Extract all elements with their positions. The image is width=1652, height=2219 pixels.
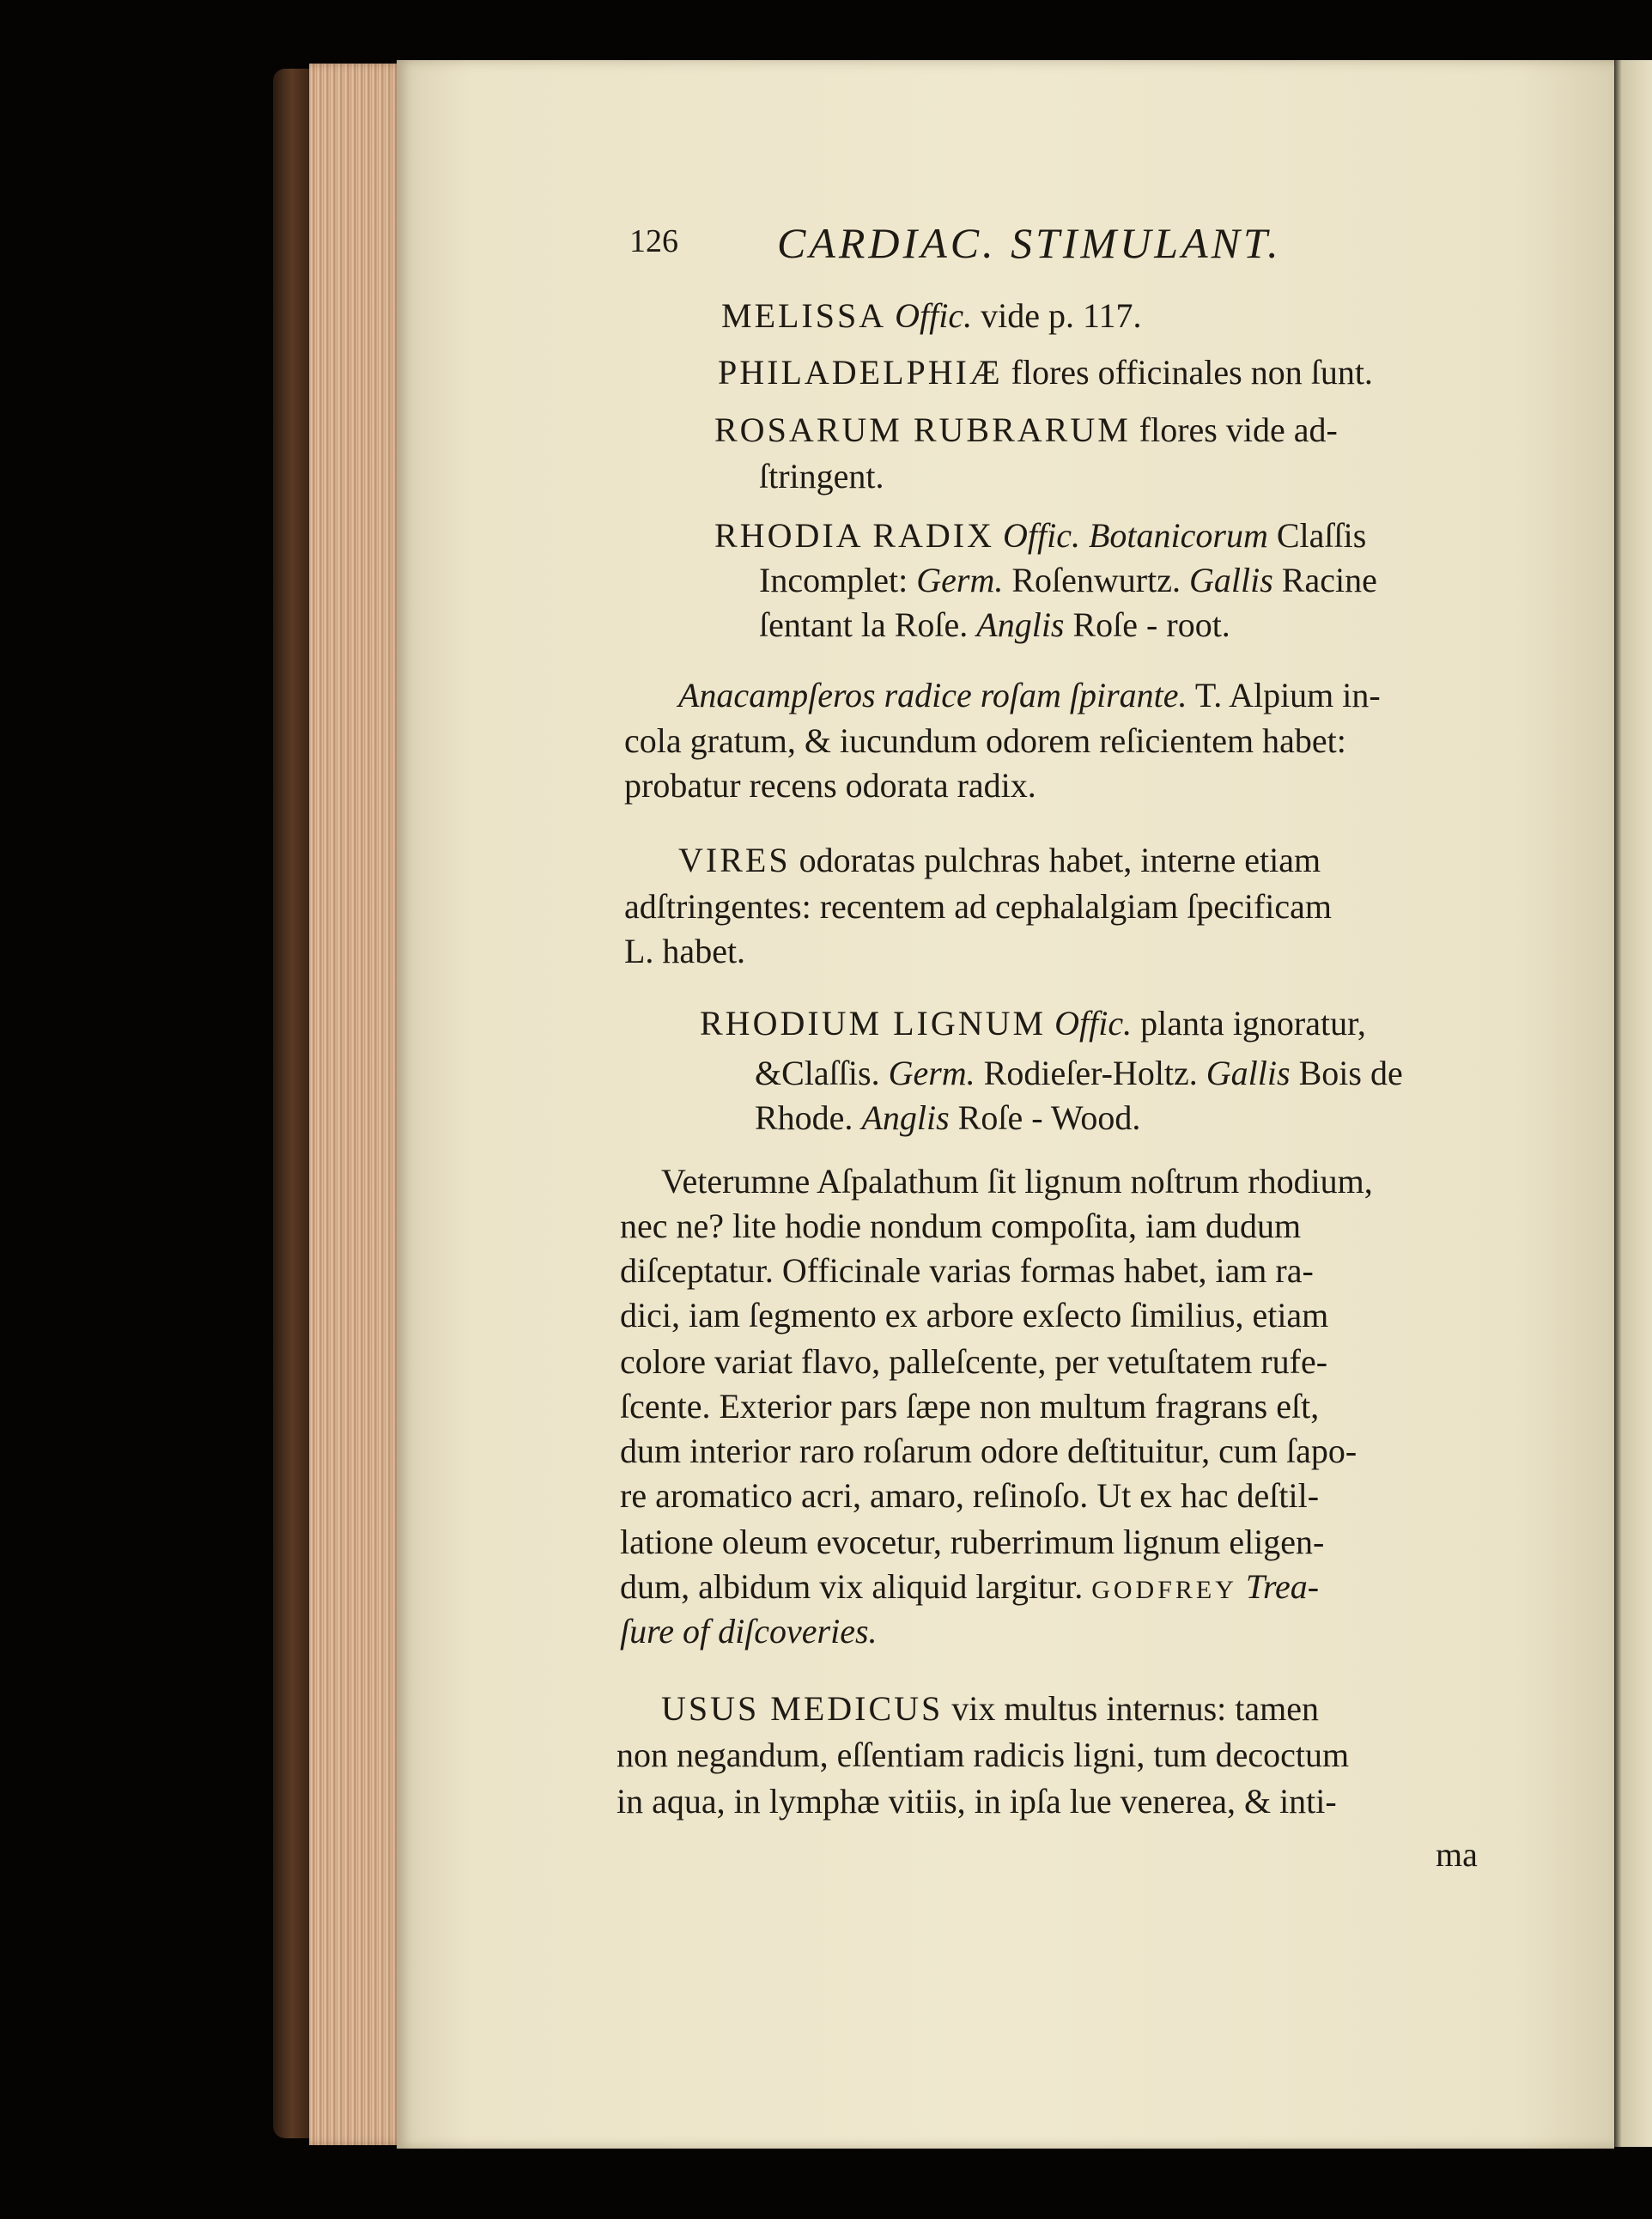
rhodium-desc-line: diſceptatur. Officinale varias formas habet, iam ra- bbox=[620, 1251, 1314, 1290]
entry-text: ſentant la Roſe. bbox=[759, 605, 969, 644]
entry-melissa bbox=[721, 296, 1142, 335]
germ-abbrev: Germ. bbox=[888, 1054, 975, 1092]
entry-name: MELISSA bbox=[721, 296, 887, 335]
entry-text: Rodieſer-Holtz. bbox=[983, 1054, 1198, 1092]
usus-line2: non negandum, eſſentiam radicis ligni, tum decoctum bbox=[616, 1736, 1350, 1774]
entry-text: flores vide ad- bbox=[1139, 410, 1338, 449]
vires-line1 bbox=[678, 843, 1321, 878]
entry-text: odoratas pulchras habet, interne etiam bbox=[799, 841, 1321, 879]
rhodium-source-cont bbox=[620, 1614, 878, 1649]
entry-name: PHILADELPHIÆ bbox=[718, 353, 1003, 392]
entry-text: Roſe - Wood. bbox=[957, 1098, 1141, 1137]
catchword: ma bbox=[1436, 1835, 1478, 1874]
rhodium-desc-line: latione oleum evocetur, ruberrimum lignum eligen- bbox=[620, 1523, 1325, 1561]
entry-text: flores officinales non ſunt. bbox=[1011, 353, 1373, 392]
rhodium-desc-line: colore variat flavo, palleſcente, per vetuſtatem rufe- bbox=[620, 1342, 1328, 1381]
vires-line3: L. habet. bbox=[624, 932, 746, 970]
entry-rhodium-line2 bbox=[755, 1056, 1403, 1091]
entry-rhodium bbox=[700, 1006, 1366, 1041]
vires-line2: adſtringentes: recentem ad cephalalgiam ſpecificam bbox=[624, 887, 1333, 926]
entry-name: RHODIA RADIX bbox=[714, 516, 994, 555]
rhodium-desc-line: dum interior raro roſarum odore deſtituitur, cum ſapo- bbox=[620, 1432, 1357, 1470]
rhodium-desc-line: dici, iam ſegmento ex arbore exſecto ſimilius, etiam bbox=[620, 1296, 1329, 1334]
entry-text: Bois de bbox=[1298, 1054, 1403, 1092]
entry-text: &Claſſis. bbox=[755, 1054, 880, 1092]
rhodium-desc-line: ſcente. Exterior pars ſæpe non multum fragrans eſt, bbox=[620, 1387, 1320, 1426]
entry-text: vix multus internus: tamen bbox=[951, 1689, 1320, 1728]
source-title: ſure of diſcoveries. bbox=[620, 1612, 878, 1651]
entry-rhodia-line3 bbox=[759, 605, 1230, 644]
offic-abbrev: Offic. bbox=[1054, 1004, 1133, 1043]
rhodia-desc-line2: cola gratum, & iucundum odorem reſicientem habet: bbox=[624, 721, 1346, 760]
page-number: 126 bbox=[629, 223, 678, 259]
usus-line3: in aqua, in lymphæ vitiis, in ipſa lue venerea, & inti- bbox=[616, 1782, 1337, 1821]
usus-line1 bbox=[661, 1689, 1320, 1728]
rhodia-desc-line1 bbox=[678, 678, 1381, 713]
section-name: VIRES bbox=[678, 841, 791, 879]
running-title: CARDIAC. STIMULANT. bbox=[777, 219, 1282, 267]
source-title: Trea- bbox=[1245, 1567, 1320, 1606]
entry-text: planta ignoratur, bbox=[1140, 1004, 1366, 1043]
rhodium-desc-line: re aromatico acri, amaro, reſinoſo. Ut ex hac deſtil- bbox=[620, 1476, 1320, 1515]
entry-text: Roſe - root. bbox=[1072, 605, 1230, 644]
gallis-label: Gallis bbox=[1189, 561, 1273, 599]
synonym: Anacampſeros radice roſam ſpirante. bbox=[678, 676, 1187, 714]
section-name: USUS MEDICUS bbox=[661, 1689, 944, 1728]
entry-text: Rhode. bbox=[755, 1098, 853, 1137]
entry-name: ROSARUM RUBRARUM bbox=[714, 410, 1131, 449]
entry-philadelphiae bbox=[718, 353, 1373, 392]
entry-rhodia-line2 bbox=[759, 563, 1377, 598]
entry-rosarum bbox=[714, 410, 1338, 449]
rhodium-desc-line-last bbox=[620, 1567, 1320, 1606]
entry-text: Incomplet: bbox=[759, 561, 908, 599]
gallis-label: Gallis bbox=[1206, 1054, 1291, 1092]
entry-text: vide p. 117. bbox=[981, 296, 1142, 335]
entry-text: Claſſis bbox=[1276, 516, 1367, 555]
offic-abbrev: Offic. bbox=[1003, 516, 1080, 555]
entry-text: T. Alpium in- bbox=[1194, 676, 1381, 714]
rhodia-desc-line3: probatur recens odorata radix. bbox=[624, 766, 1036, 805]
entry-rhodium-line3 bbox=[755, 1098, 1141, 1137]
offic-abbrev: Offic. bbox=[895, 296, 973, 335]
entry-text: Roſenwurtz. bbox=[1011, 561, 1181, 599]
entry-name: RHODIUM LIGNUM bbox=[700, 1004, 1047, 1043]
page-edges bbox=[309, 64, 404, 2145]
entry-rosarum-cont: ſtringent. bbox=[759, 457, 884, 495]
rhodium-desc-line: nec ne? lite hodie nondum compoſita, iam dudum bbox=[620, 1207, 1302, 1245]
facing-page-edge bbox=[1614, 60, 1652, 2147]
rhodium-desc-line: Veterumne Aſpalathum ſit lignum noſtrum rhodium, bbox=[661, 1162, 1373, 1201]
botanicorum: Botanicorum bbox=[1088, 516, 1268, 555]
germ-abbrev: Germ. bbox=[916, 561, 1004, 599]
anglis-label: Anglis bbox=[861, 1098, 950, 1137]
author-name: GODFREY bbox=[1091, 1576, 1237, 1604]
anglis-label: Anglis bbox=[976, 605, 1065, 644]
entry-rhodia bbox=[714, 516, 1367, 555]
entry-text: dum, albidum vix aliquid largitur. bbox=[620, 1567, 1084, 1606]
entry-text: Racine bbox=[1281, 561, 1377, 599]
